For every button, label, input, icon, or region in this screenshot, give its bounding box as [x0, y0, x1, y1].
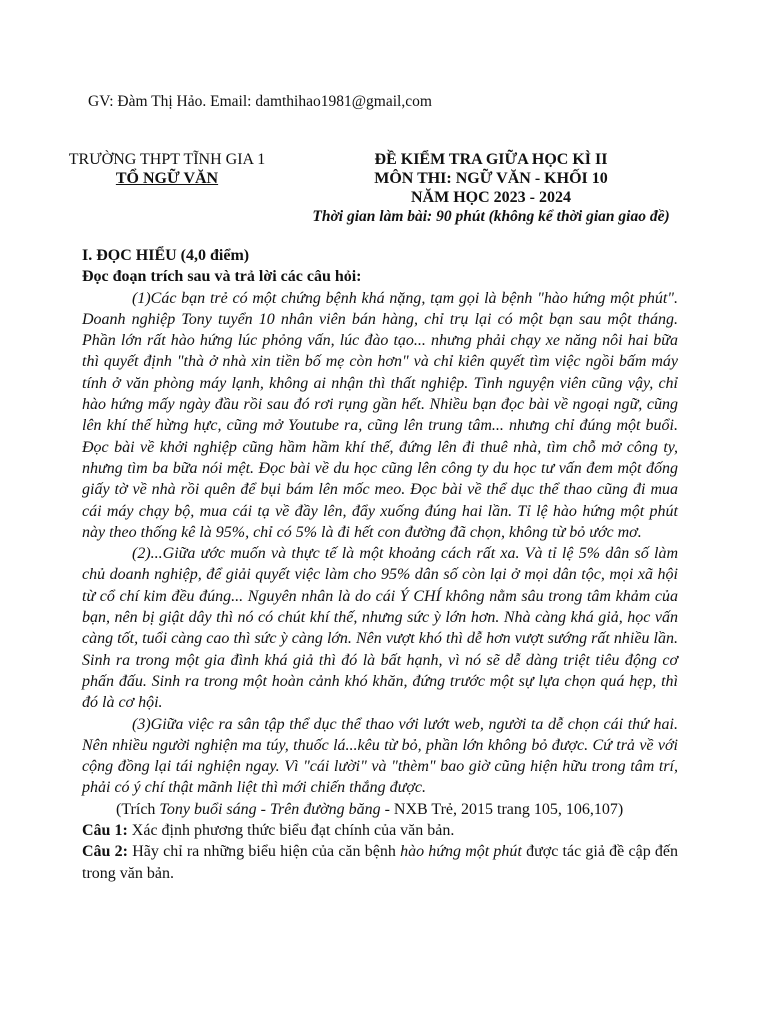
teacher-info: GV: Đàm Thị Hảo. Email: damthihao1981@gmail,com	[88, 93, 432, 110]
school-block	[62, 150, 272, 188]
question-1-text: Xác định phương thức biểu đạt chính của văn bản.	[127, 822, 455, 840]
exam-subject: MÔN THI: NGỮ VĂN - KHỐI 10	[374, 170, 608, 187]
question-1	[82, 820, 678, 841]
exam-time: Thời gian làm bài: 90 phút (không kể thời gian giao đề)	[312, 208, 670, 225]
question-2: Câu 2: Hãy chỉ ra những biểu hiện của căn bệnh hào hứng một phút được tác giả đề cập đến trong văn bản.	[82, 843, 679, 882]
school-name: TRƯỜNG THPT TĨNH GIA 1	[68, 151, 266, 168]
passage-paragraph-2: (2)...Giữa ước muốn và thực tế là một khoảng cách rất xa. Và tỉ lệ 5% dân số làm chủ doanh nghiệp, để giải quyết việc làm cho 95% dân số còn lại ở mọi dân tộc, mọi xã hội từ cổ chí kim đều đúng... Nguyên nhân là do cái Ý CHÍ không nằm sâu trong tâm khảm của bạn, nên bị giật dây thì nó có chút khí thế, nhưng sức ỳ lớn hơn. Nhà càng khá giả, học vấn càng tốt, tuổi càng cao thì sức ỳ càng lớn. Nên vượt khó thì dễ hơn vượt sướng rất nhiều lần. Sinh ra trong một gia đình khá giả thì đó là bất hạnh, vì nó sẽ dễ dàng triệt tiêu động cơ phấn đấu. Sinh ra trong một hoàn cảnh khó khăn, đứng trước một sự lựa chọn quá hẹp, thì đó là cơ hội.	[82, 545, 678, 712]
question-2-label: Câu 2:	[82, 843, 128, 861]
section-title: I. ĐỌC HIỂU (4,0 điểm)	[82, 247, 250, 264]
source-book-title: Tony buổi sáng - Trên đường băng	[159, 800, 381, 818]
reading-section	[82, 245, 678, 884]
instruction: Đọc đoạn trích sau và trả lời các câu hỏi:	[82, 268, 362, 286]
passage-paragraph-3: (3)Giữa việc ra sân tập thể dục thể thao với lướt web, người ta dễ chọn cái thứ hai. Nên nhiều người nghiện ma túy, thuốc lá...kêu từ bỏ, phần lớn không bỏ được. Cứ trả về với cộng đồng lại tái nghiện ngay. Vì "cái lười" và "thèm" bao giờ cũng hiện hữu trong tâm trí, phải có ý chí thật mãnh liệt thì mới chiến thắng được.	[82, 715, 678, 797]
passage-source: (Trích Tony buổi sáng - Trên đường băng - NXB Trẻ, 2015 trang 105, 106,107)	[116, 800, 624, 818]
department-name: TỔ NGỮ VĂN	[115, 170, 219, 187]
question-2-emphasis: hào hứng một phút	[400, 843, 522, 861]
passage-paragraph-1: (1)Các bạn trẻ có một chứng bệnh khá nặng, tạm gọi là bệnh "hào hứng một phút". Doanh nghiệp Tony tuyển 10 nhân viên bán hàng, chỉ trụ lại có một bạn sau một tháng. Phần lớn rất hào hứng lúc phỏng vấn, lúc đào tạo... nhưng phải chạy xe năng nôi hai bữa thì quyết định "thà ở nhà xin tiền bố mẹ còn hơn" và chỉ kiên quyết tìm việc ngồi bấm máy tính ở văn phòng máy lạnh, không ai nhận thì thất nghiệp. Tình nguyện viên cũng vậy, chỉ hào hứng mấy ngày đầu rồi sau đó rơi rụng gần hết. Nhiều bạn đọc bài về ngoại ngữ, cũng lên khí thế hừng hực, cũng mở Youtube ra, cũng lên trung tâm... nhưng chỉ đúng một buổi. Đọc bài về khởi nghiệp cũng hầm hầm khí thế, đứng lên đi thuê nhà, tìm chỗ mở công ty, nhưng tìm ba bữa nói mệt. Đọc bài về du học cũng lên công ty du học tư vấn đem một đống giấy tờ về nhà rồi quên để bụi bám lên mốc meo. Đọc bài về thể dục thể thao cũng đi mua cái máy chạy bộ, mua cái tạ về đầy lên, đẩy xuống đúng hai lần. Tỉ lệ hào hứng một phút này theo thống kê là 95%, chỉ có 5% là đi hết con đường đã chọn, không từ bỏ ước mơ.	[82, 289, 678, 541]
exam-heading	[296, 150, 686, 226]
exam-year: NĂM HỌC 2023 - 2024	[411, 189, 571, 206]
question-1-label: Câu 1:	[82, 822, 128, 840]
exam-title: ĐỀ KIỂM TRA GIỮA HỌC KÌ II	[374, 151, 608, 168]
